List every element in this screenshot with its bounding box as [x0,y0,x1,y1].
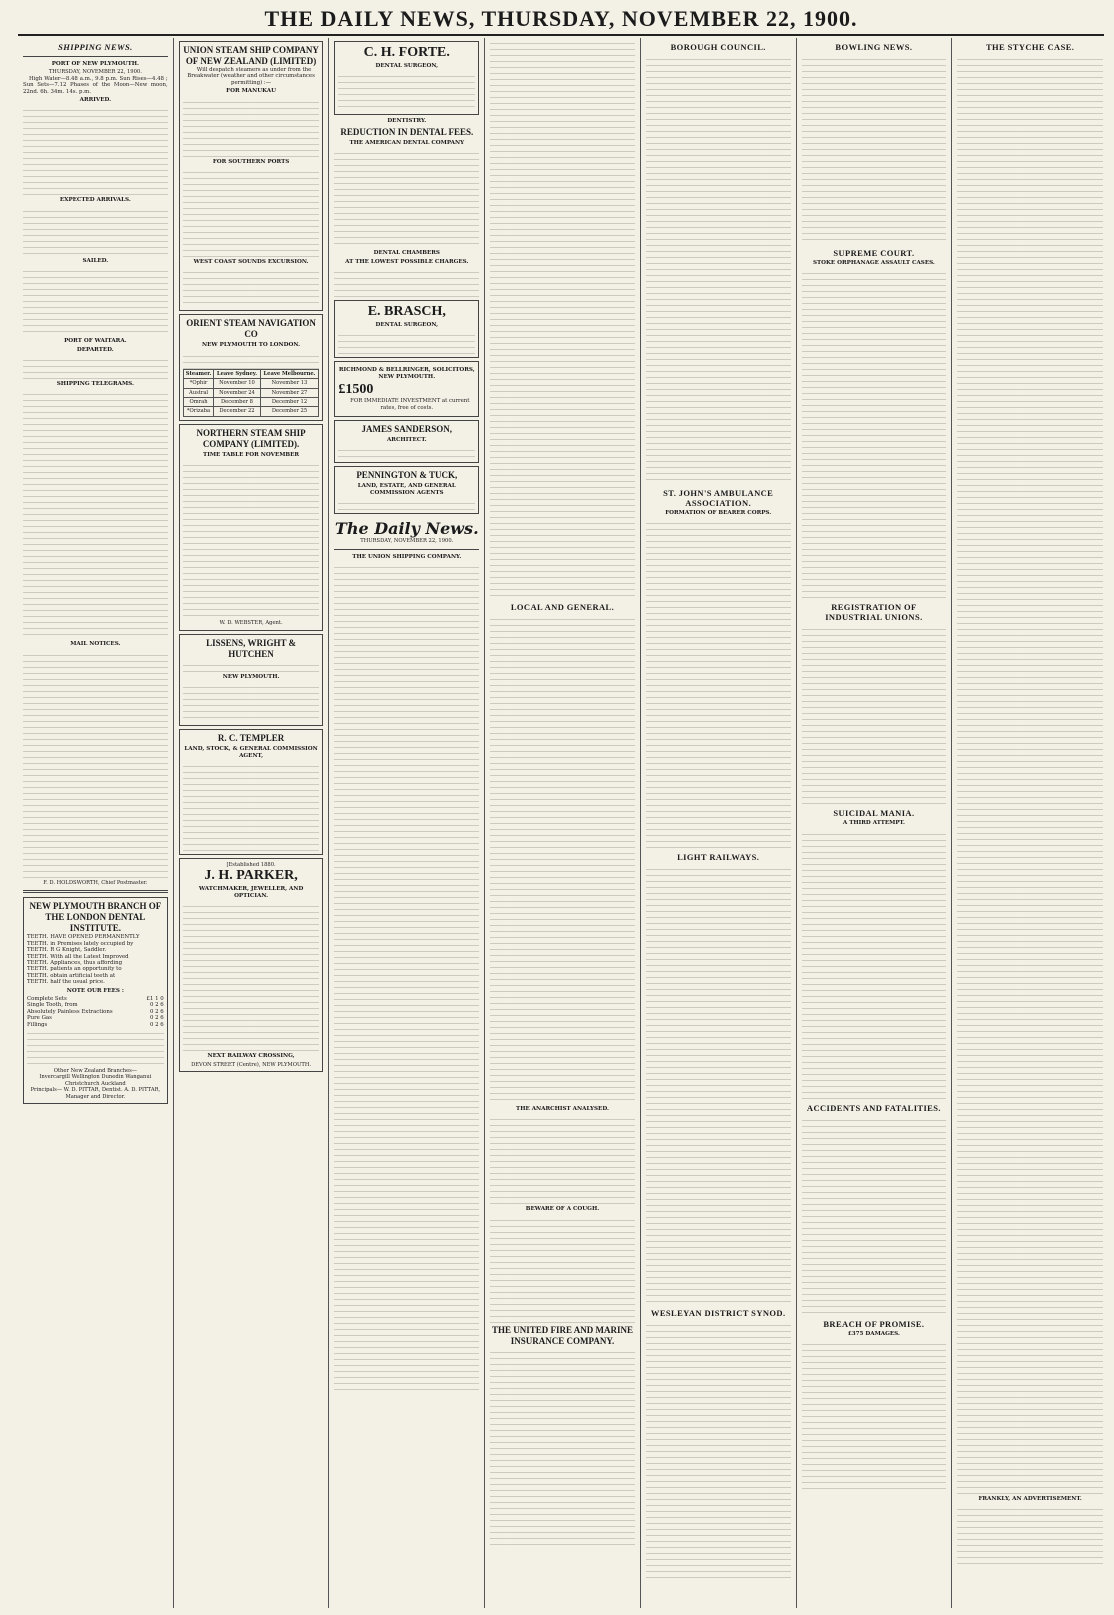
brasch-ad [334,300,479,358]
reduction-heading: REDUCTION IN DENTAL FEES. [340,126,474,137]
lissens-table [183,682,320,722]
templer-sub: LAND, STOCK, & GENERAL COMMISSION AGENT, [184,746,318,759]
dental-institute-ad [23,897,168,1104]
suicidal-sub: A THIRD ATTEMPT. [842,820,905,827]
borough-text [646,54,791,484]
lowest-charges: AT THE LOWEST POSSIBLE CHARGES. [345,258,469,265]
united-fire-text [490,1347,635,1547]
logo-date: THURSDAY, NOVEMBER 22, 1900. [360,538,454,545]
uss-text: Will despatch steamers as under from the Breakwater (weather and other circumstances permitting) :— [187,67,315,86]
table-cell: November 24 [214,388,260,397]
teeth-item: TEETH. in Premises lately occupied by [27,940,134,947]
table-cell: November 13 [260,379,319,388]
orient-text [183,351,320,369]
sanderson-sub: ARCHITECT. [386,437,427,444]
postmaster: F. D. HOLDSWORTH, Chief Postmaster. [43,879,148,886]
styche-heading: THE STYCHE CASE. [985,42,1075,52]
table-row [183,398,319,407]
accidents-heading: ACCIDENTS AND FATALITIES. [806,1102,941,1113]
ambulance-text [646,518,791,848]
stoke-heading: STOKE ORPHANAGE ASSAULT CASES. [812,260,935,266]
dental-institute-heading: NEW PLYMOUTH BRANCH OF THE LONDON DENTAL INSTITUTE. [29,901,162,934]
table-row [183,379,319,388]
styche-text [957,54,1103,1494]
teeth-list [27,934,164,985]
port-heading: PORT OF NEW PLYMOUTH. [51,61,139,67]
departed-heading: DEPARTED. [76,346,114,353]
breach-heading: BREACH OF PROMISE. [823,1318,925,1329]
southern-schedule [183,167,320,257]
templer-text [183,761,320,851]
northern-steamship-ad [179,424,324,631]
telegrams-heading: SHIPPING TELEGRAMS. [56,381,134,388]
lissens-ad [179,634,324,726]
anarchist-heading: THE ANARCHIST ANALYSED. [516,1106,609,1112]
fee-price: £1 1 0 [146,995,164,1002]
suicidal-heading: SUICIDAL MANIA. [833,808,915,819]
table-row [183,407,319,416]
fees-heading: NOTE OUR FEES : [66,987,124,994]
teeth-item: TEETH. With all the Latest Improved [27,953,129,960]
wesleyan-text [646,1320,791,1580]
table-row [183,388,319,397]
column-dental-ads [329,38,485,1608]
parker-railway: NEXT RAILWAY CROSSING, [207,1053,295,1060]
lissens-sub: NEW PLYMOUTH. [222,673,280,680]
stoke-text [802,268,947,598]
teeth-item: TEETH. HAVE OPENED PERMANENTLY [27,934,140,941]
richmond-ad [334,361,479,417]
fee-price: 0 2 6 [149,1021,164,1028]
tides-text: High Water—8.48 a.m., 9.8 p.m. Sun Rises—4.48 ; Sun Sets—7.12 Phases of the Moon—New moon, 22nd. 6h. 34m. 14s. p.m. [23,75,168,95]
frankly-text [957,1504,1103,1564]
orient-sailings-table [183,369,320,417]
for-southern: FOR SOUTHERN PORTS [212,158,290,165]
lissens-text [183,660,320,672]
templer-title: R. C. TEMPLER [217,733,285,744]
ambulance-heading: ST. JOHN'S AMBULANCE ASSOCIATION. [663,488,774,508]
article-continued [490,38,635,598]
port-date: THURSDAY, NOVEMBER 22, 1900. [48,69,142,76]
sailed-text [23,266,168,336]
excursion-heading: WEST COAST SOUNDS EXCURSION. [193,259,309,266]
table-cell: December 22 [214,407,260,416]
ambulance-sub: FORMATION OF BEARER CORPS. [665,510,772,516]
branches-heading: Other New Zealand Branches— [53,1067,137,1074]
orient-ad [179,314,324,420]
mail-heading: MAIL NOTICES. [70,641,121,648]
bowling-heading: BOWLING NEWS. [835,42,913,52]
railways-heading: LIGHT RAILWAYS. [677,852,760,863]
wesleyan-heading: WESLEYAN DISTRICT SYNOD. [650,1308,786,1319]
forte-text [338,71,475,111]
pennington-ad [334,466,479,514]
teeth-item: TEETH. patients an opportunity to [27,966,122,973]
arrived-text [23,105,168,195]
loan-amount: £1500 [338,382,374,398]
fee-label: Fillings [27,1021,48,1028]
column-styche [952,38,1108,1608]
table-cell: December 25 [260,407,319,416]
pennington-sub: LAND, ESTATE, AND GENERAL COMMISSION AGENTS [357,483,456,496]
table-header-row [183,369,319,378]
column-shipping-ads [174,38,330,1608]
parker-sub: WATCHMAKER, JEWELLER, AND OPTICIAN. [198,886,304,899]
branches-list: Invercargill Wellington Dunedin Wanganui Christchurch Auckland [39,1074,152,1087]
parker-text [183,901,320,1051]
railways-text [646,864,791,1304]
fee-label: Complete Sets [27,995,67,1002]
registration-heading: REGISTRATION OF INDUSTRIAL UNIONS. [825,602,923,623]
brasch-title: E. BRASCH, [367,304,446,320]
fee-label: Single Tooth, from [27,1002,78,1009]
masthead [18,4,1104,36]
northern-schedule [183,460,320,620]
dental-ad-text [27,1028,164,1068]
leader-heading: THE UNION SHIPPING COMPANY. [352,553,462,560]
waitara-heading: PORT OF WAITARA. [64,338,127,345]
teeth-item: TEETH. R G Knight, Saddler. [27,947,107,954]
table-cell: November 10 [214,379,260,388]
chambers-text [334,267,479,297]
breach-sub: £375 DAMAGES. [847,1330,900,1337]
parker-location: DEVON STREET (Centre), NEW PLYMOUTH. [191,1061,312,1068]
expected-text [23,206,168,256]
northern-agent: W. D. WEBSTER, Agent. [219,620,283,627]
teeth-item: TEETH. obtain artificial teeth at [27,972,116,979]
fee-label: Absolutely Painless Extractions [27,1008,113,1015]
teeth-item: TEETH. Appliances, thus affording [27,959,123,966]
table-cell: Omrah [183,398,214,407]
fee-price: 0 2 6 [149,1008,164,1015]
uss-title: UNION STEAM SHIP COMPANY OF NEW ZEALAND (LIMITED) [183,45,319,66]
suicidal-text [802,829,947,1099]
parker-title: J. H. PARKER, [204,868,298,884]
daily-news-logo: The Daily News. [334,519,479,539]
brasch-sub: DENTAL SURGEON, [375,322,439,329]
bowling-text [802,54,947,244]
table-cell: December 8 [214,398,260,407]
dental-chambers: DENTAL CHAMBERS [373,250,440,257]
column-news [797,38,953,1608]
sanderson-text [338,445,475,459]
american-dental: THE AMERICAN DENTAL COMPANY [349,139,465,146]
loan-text: FOR IMMEDIATE INVESTMENT at current rates, free of costs. [350,398,470,411]
fee-price: 0 2 6 [149,1015,164,1022]
northern-sub: TIME TABLE FOR NOVEMBER [203,451,300,458]
orient-sub: NEW PLYMOUTH TO LONDON. [202,342,301,349]
anarchist-text [490,1114,635,1204]
local-heading: LOCAL AND GENERAL. [510,602,615,612]
orient-title: ORIENT STEAM NAVIGATION CO [186,318,316,340]
leader-text [334,562,479,1392]
borough-heading: BOROUGH COUNCIL. [670,42,766,52]
accidents-text [802,1115,947,1315]
northern-title: NORTHERN STEAM SHIP COMPANY (LIMITED). [196,427,306,449]
sailed-heading: SAILED. [82,257,109,264]
column-local [485,38,641,1608]
table-header: Leave Melbourne. [260,369,319,378]
column-borough [641,38,797,1608]
lissens-title: LISSENS, WRIGHT & HUTCHEN [206,637,297,659]
supreme-heading: SUPREME COURT. [833,248,915,258]
united-fire-heading: THE UNITED FIRE AND MARINE INSURANCE COMPANY. [491,1324,633,1346]
table-cell: *Orizaba [183,407,214,416]
excursion-text [183,267,320,307]
telegrams-text [23,389,168,639]
table-header: Leave Sydney. [214,369,260,378]
breach-text [802,1339,947,1489]
manukau-schedule [183,97,320,157]
frankly-heading: FRANKLY, AN ADVERTISEMENT. [978,1496,1082,1502]
union-steamship-ad [179,41,324,311]
forte-title: C. H. FORTE. [363,45,450,60]
table-cell: November 27 [260,388,319,397]
pennington-title: PENNINGTON & TUCK, [356,470,458,481]
arrived-heading: ARRIVED. [79,97,112,104]
richmond-title: RICHMOND & BELLRINGER, SOLICITORS, NEW PLYMOUTH. [338,367,475,380]
sanderson-ad [334,420,479,463]
dentistry-heading: DENTISTRY. [387,118,427,125]
cough-heading: BEWARE OF A COUGH. [525,1206,600,1213]
brasch-text [338,330,475,354]
parker-ad [179,858,324,1072]
forte-sub: DENTAL SURGEON, [375,63,439,69]
shipping-heading: SHIPPING NEWS. [58,42,133,52]
cough-text [490,1215,635,1325]
american-text [334,148,479,248]
pennington-text [338,498,475,510]
registration-text [802,624,947,804]
local-text [490,614,635,1104]
teeth-item: TEETH. half the usual price. [27,979,105,986]
templer-ad [179,729,324,855]
parker-established: [Established 1880. [226,861,276,868]
departed-text [23,355,168,379]
table-cell: December 12 [260,398,319,407]
sanderson-title: JAMES SANDERSON, [361,424,453,435]
columns [18,38,1108,1608]
table-cell: *Ophir [183,379,214,388]
table-header: Steamer. [183,369,214,378]
mail-text [23,650,168,880]
fee-price: 0 2 6 [149,1002,164,1009]
table-cell: Austral [183,388,214,397]
expected-heading: EXPECTED ARRIVALS. [59,197,131,204]
masthead-title: THE DAILY NEWS, THURSDAY, NOVEMBER 22, 1900. [264,6,858,31]
for-manukau: FOR MANUKAU [226,88,276,95]
fee-label: Pure Gas [27,1015,52,1022]
column-shipping [18,38,174,1608]
forte-ad [334,41,479,115]
principals: Principals— W. D. PITTAR, Dentist. A. D. PITTAR, Manager and Director. [30,1087,161,1100]
